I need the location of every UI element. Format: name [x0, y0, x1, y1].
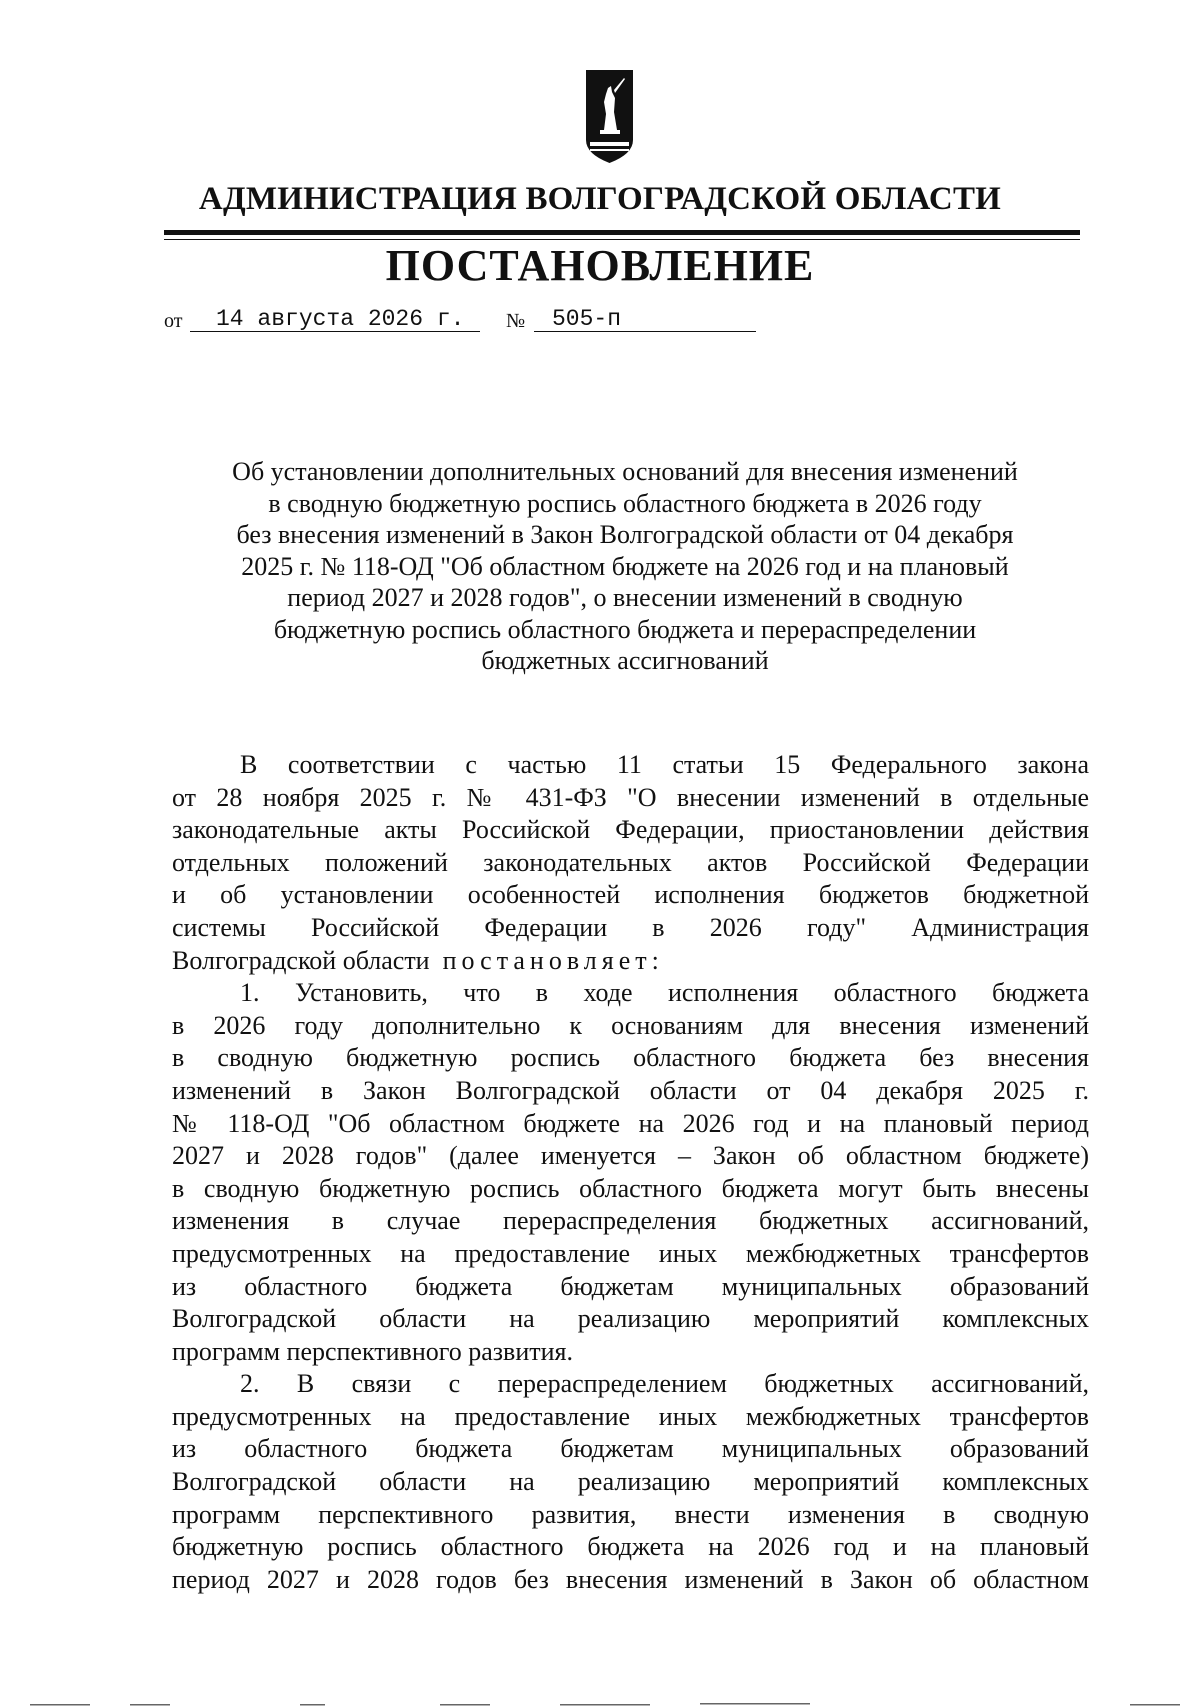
organization-name: АДМИНИСТРАЦИЯ ВОЛГОГРАДСКОЙ ОБЛАСТИ [198, 181, 1002, 217]
subject-line: Об установлении дополнительных оснований для внесения изменений [232, 457, 1018, 486]
text-line: период 2027 и 2028 годов без внесения изменений в Закон об областном [172, 1564, 1089, 1594]
coat-of-arms-icon [584, 68, 635, 165]
text-line: и об установлении особенностей исполнения бюджетов бюджетной [172, 880, 1089, 910]
text-line: В соответствии с частью 11 статьи 15 Федерального закона [240, 750, 1089, 779]
text-line: от 28 ноября 2025 г. № 431-ФЗ "О внесении изменений в отдельные [172, 782, 1089, 812]
text-line: бюджетную роспись областного бюджета на 2026 год и на плановый [172, 1532, 1089, 1562]
subject-line: период 2027 и 2028 годов", о внесении изменений в сводную [287, 583, 963, 612]
subject-line: бюджетную роспись областного бюджета и перераспределении [273, 614, 977, 644]
subject-line: 2025 г. № 118-ОД "Об областном бюджете на 2026 год и на плановый [241, 551, 1009, 581]
text-line: Волгоградской области на реализацию мероприятий комплексных [172, 1304, 1089, 1334]
text-line: 1. Установить, что в ходе исполнения областного бюджета [240, 978, 1089, 1008]
text-line: в 2026 году дополнительно к основаниям для внесения изменений [172, 1010, 1089, 1040]
document-type-title: ПОСТАНОВЛЕНИЕ [385, 241, 815, 290]
decree-word: постановляет: [442, 945, 664, 975]
text-line: 2. В связи с перераспределением бюджетных ассигнований, [240, 1369, 1089, 1399]
text-line: в сводную бюджетную роспись областного бюджета могут быть внесены [172, 1173, 1089, 1203]
text-line: изменения в случае перераспределения бюджетных ассигнований, [172, 1206, 1089, 1236]
text-line: Волгоградской области на реализацию мероприятий комплексных [172, 1467, 1089, 1497]
text-line: из областного бюджета бюджетам муниципальных образований [172, 1271, 1089, 1301]
text-line: отдельных положений законодательных актов Российской Федерации [172, 847, 1089, 877]
text-line: законодательные акты Российской Федерации, приостановлении действия [172, 815, 1089, 845]
text-line: системы Российской Федерации в 2026 году" Администрация [172, 912, 1089, 942]
document-subject [180, 456, 1070, 677]
subject-line: без внесения изменений в Закон Волгоградской области от 04 декабря [236, 520, 1014, 549]
subject-line: в сводную бюджетную роспись областного бюджета в 2026 году [268, 488, 982, 518]
text-line: 2027 и 2028 годов" (далее именуется – Закон об областном бюджете) [172, 1141, 1089, 1171]
scan-artifact [0, 1700, 1200, 1708]
number-prefix: № [506, 310, 526, 332]
text-line: из областного бюджета бюджетам муниципальных образований [172, 1434, 1089, 1464]
text-line: изменений в Закон Волгоградской области от 04 декабря 2025 г. [172, 1075, 1089, 1105]
number-field: 505-п [534, 306, 756, 332]
subject-line: бюджетных ассигнований [481, 646, 769, 675]
text-line: предусмотренных на предоставление иных межбюджетных трансфертов [172, 1238, 1089, 1268]
text-line [172, 945, 1089, 978]
date-prefix: от [164, 310, 183, 332]
header-rule-thick [164, 230, 1080, 235]
text-line: в сводную бюджетную роспись областного бюджета без внесения [172, 1043, 1089, 1073]
preamble-paragraph [172, 749, 1089, 977]
document-body [172, 749, 1089, 1596]
text-line: программ перспективного развития. [172, 1336, 573, 1366]
text-line: предусмотренных на предоставление иных межбюджетных трансфертов [172, 1401, 1089, 1431]
closing-text: Волгоградской области [172, 945, 430, 975]
item-2-paragraph [172, 1368, 1089, 1596]
item-1-paragraph [172, 977, 1089, 1368]
date-field: 14 августа 2026 г. [190, 306, 480, 332]
text-line: программ перспективного развития, внести изменения в сводную [172, 1499, 1089, 1529]
text-line: № 118-ОД "Об областном бюджете на 2026 год и на плановый период [172, 1108, 1089, 1138]
